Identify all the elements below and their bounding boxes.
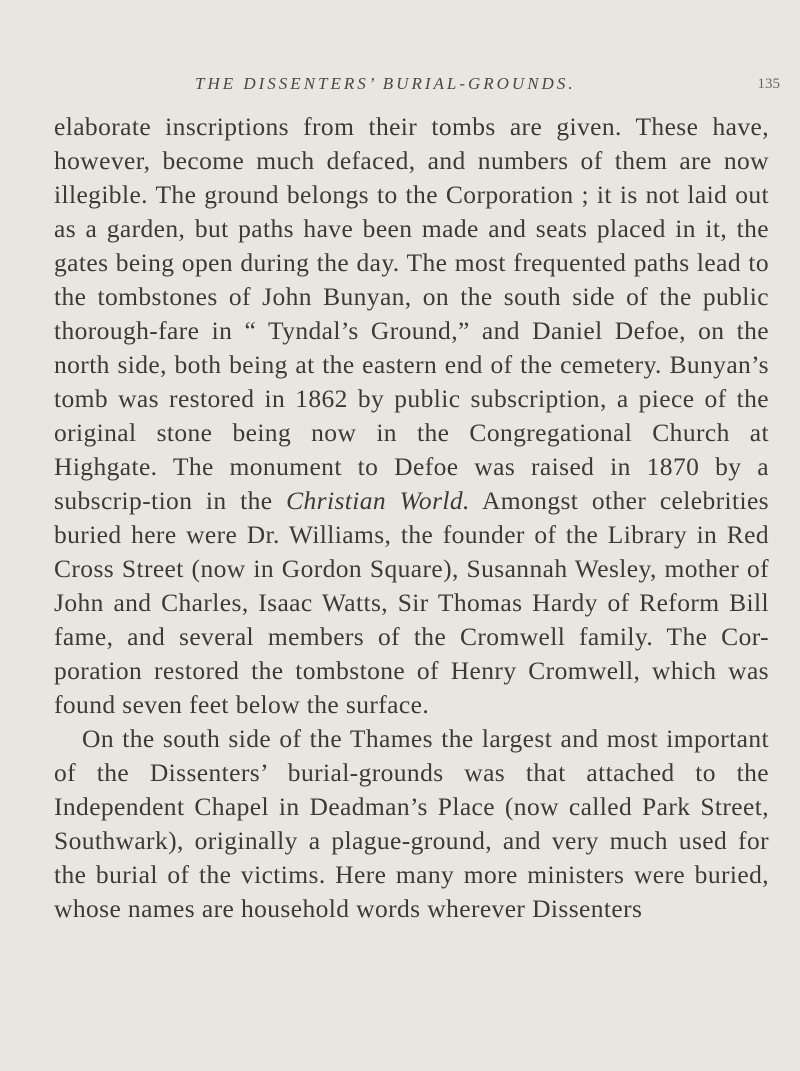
page-number: 135 xyxy=(757,76,780,92)
body-text xyxy=(54,110,769,926)
periodical-title: Christian World. xyxy=(286,486,470,515)
running-head xyxy=(55,74,785,98)
paragraph-2: On the south side of the Thames the largest and most important of the Dissenters’ burial-grounds was that attached to the Independent Chapel in Deadman’s Place (now called Park Street, Southwark), originally a plague-ground, and very much used for the burial of the victims. Here many more ministers were buried, whose names are household words wherever Dissenters xyxy=(54,724,769,923)
paragraph-1 xyxy=(54,110,769,722)
paragraph-1-text-b: Amongst other celebrities buried here were Dr. Williams, the founder of the Library in Red Cross Street (now in Gordon Square), Susannah Wesley, mother of John and Charles, Isaac Watts, Sir Thomas Hardy of Reform Bill fame, and several members of the Cromwell family. The Cor-poration restored the tombstone of Henry Cromwell, which was found seven feet below the surface. xyxy=(54,486,769,719)
paragraph-1-text-a: elaborate inscriptions from their tombs are given. These have, however, become much defaced, and numbers of them are now illegible. The ground belongs to the Corporation ; it is not laid out as a garden, but paths have been made and seats placed in it, the gates being open during the day. The most frequented paths lead to the tombstones of John Bunyan, on the south side of the public thorough-fare in “ Tyndal’s Ground,” and Daniel Defoe, on the north side, both being at the eastern end of the cemetery. Bunyan’s tomb was restored in 1862 by public subscription, a piece of the original stone being now in the Congregational Church at Highgate. The monument to Defoe was raised in 1870 by a subscrip-tion in the xyxy=(54,112,769,515)
running-title: THE DISSENTERS’ BURIAL-GROUNDS. xyxy=(195,74,576,93)
